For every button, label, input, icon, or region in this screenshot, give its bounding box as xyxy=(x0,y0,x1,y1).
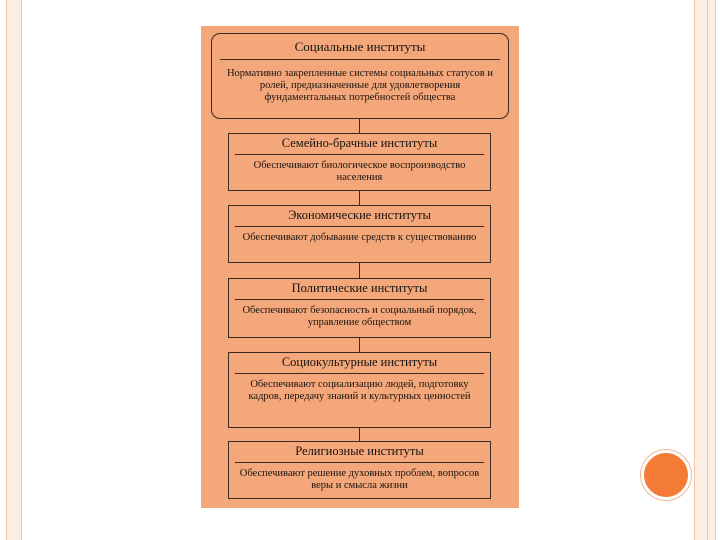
slide-frame-right xyxy=(694,0,716,540)
connector-line xyxy=(359,263,360,278)
box-title: Политические институты xyxy=(235,279,484,300)
box-description: Обеспечивают решение духовных проблем, вопросов веры и смысла жизни xyxy=(239,468,480,491)
box-description: Обеспечивают биологическое воспроизводство населения xyxy=(253,160,466,183)
box-description: Обеспечивают безопасность и социальный порядок, управление обществом xyxy=(242,305,477,328)
box-title: Семейно-брачные институты xyxy=(235,134,484,155)
connector-line xyxy=(359,119,360,133)
root-description: Нормативно закрепленные системы социальных статусов и ролей, предназначенные для удовлетворения фундаментальных потребностей общества xyxy=(226,68,494,103)
slide-frame-left xyxy=(6,0,22,540)
connector-line xyxy=(359,338,360,352)
box-description: Обеспечивают добывание средств к существованию xyxy=(242,232,477,243)
root-title: Социальные институты xyxy=(220,34,500,60)
box-description: Обеспечивают социализацию людей, подготовку кадров, передачу знаний и культурных ценностей xyxy=(248,379,471,402)
decorative-circle xyxy=(641,450,691,500)
slide-frame-right-line xyxy=(707,0,708,540)
box-title: Экономические институты xyxy=(235,206,484,227)
box-title: Социокультурные институты xyxy=(235,353,484,374)
box-economic-institutes xyxy=(228,205,491,263)
root-box-social-institutes xyxy=(211,33,509,119)
box-religious-institutes xyxy=(228,441,491,499)
box-political-institutes xyxy=(228,278,491,338)
connector-line xyxy=(359,191,360,205)
box-family-institutes xyxy=(228,133,491,191)
box-sociocultural-institutes xyxy=(228,352,491,428)
connector-line xyxy=(359,428,360,441)
box-title: Религиозные институты xyxy=(235,442,484,463)
